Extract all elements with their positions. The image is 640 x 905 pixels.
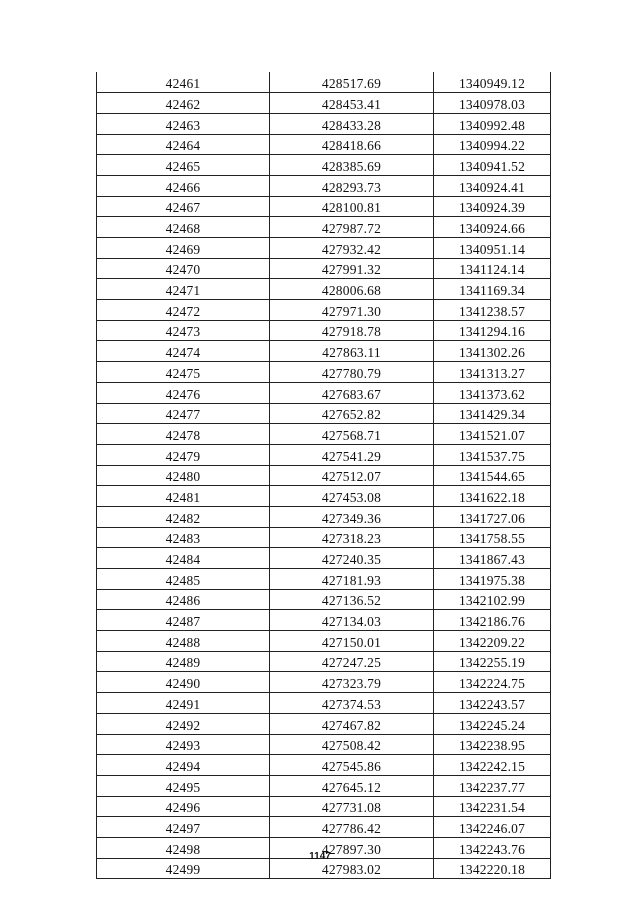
point-id-cell: 42481 xyxy=(97,486,270,507)
table-row xyxy=(97,258,551,279)
table-row xyxy=(97,72,551,93)
y-coordinate-cell: 1341537.75 xyxy=(434,444,551,465)
x-coordinate-cell: 427318.23 xyxy=(270,527,434,548)
table-row xyxy=(97,734,551,755)
table-row xyxy=(97,320,551,341)
y-coordinate-cell: 1340924.66 xyxy=(434,217,551,238)
y-coordinate-cell: 1341429.34 xyxy=(434,403,551,424)
x-coordinate-cell: 427150.01 xyxy=(270,631,434,652)
x-coordinate-cell: 427181.93 xyxy=(270,569,434,590)
y-coordinate-cell: 1341975.38 xyxy=(434,569,551,590)
x-coordinate-cell: 427683.67 xyxy=(270,382,434,403)
table-row xyxy=(97,651,551,672)
point-id-cell: 42472 xyxy=(97,300,270,321)
point-id-cell: 42467 xyxy=(97,196,270,217)
x-coordinate-cell: 427349.36 xyxy=(270,506,434,527)
y-coordinate-cell: 1342242.15 xyxy=(434,755,551,776)
table-row xyxy=(97,589,551,610)
x-coordinate-cell: 427467.82 xyxy=(270,713,434,734)
point-id-cell: 42476 xyxy=(97,382,270,403)
x-coordinate-cell: 427983.02 xyxy=(270,858,434,879)
y-coordinate-cell: 1342243.57 xyxy=(434,693,551,714)
y-coordinate-cell: 1342209.22 xyxy=(434,631,551,652)
point-id-cell: 42494 xyxy=(97,755,270,776)
y-coordinate-cell: 1342238.95 xyxy=(434,734,551,755)
x-coordinate-cell: 427897.30 xyxy=(270,837,434,858)
y-coordinate-cell: 1340992.48 xyxy=(434,113,551,134)
table-row xyxy=(97,403,551,424)
y-coordinate-cell: 1341294.16 xyxy=(434,320,551,341)
y-coordinate-cell: 1341867.43 xyxy=(434,548,551,569)
table-row xyxy=(97,300,551,321)
x-coordinate-cell: 427863.11 xyxy=(270,341,434,362)
point-id-cell: 42497 xyxy=(97,817,270,838)
point-id-cell: 42473 xyxy=(97,320,270,341)
point-id-cell: 42490 xyxy=(97,672,270,693)
x-coordinate-cell: 427918.78 xyxy=(270,320,434,341)
table-row xyxy=(97,196,551,217)
point-id-cell: 42469 xyxy=(97,238,270,259)
y-coordinate-cell: 1342245.24 xyxy=(434,713,551,734)
y-coordinate-cell: 1341124.14 xyxy=(434,258,551,279)
y-coordinate-cell: 1341521.07 xyxy=(434,424,551,445)
y-coordinate-cell: 1341758.55 xyxy=(434,527,551,548)
table-row xyxy=(97,155,551,176)
point-id-cell: 42465 xyxy=(97,155,270,176)
x-coordinate-cell: 427134.03 xyxy=(270,610,434,631)
point-id-cell: 42474 xyxy=(97,341,270,362)
y-coordinate-cell: 1342243.76 xyxy=(434,837,551,858)
y-coordinate-cell: 1342237.77 xyxy=(434,775,551,796)
y-coordinate-cell: 1341373.62 xyxy=(434,382,551,403)
table-row xyxy=(97,444,551,465)
y-coordinate-cell: 1340941.52 xyxy=(434,155,551,176)
point-id-cell: 42477 xyxy=(97,403,270,424)
y-coordinate-cell: 1342246.07 xyxy=(434,817,551,838)
x-coordinate-cell: 427453.08 xyxy=(270,486,434,507)
x-coordinate-cell: 427247.25 xyxy=(270,651,434,672)
table-row xyxy=(97,93,551,114)
point-id-cell: 42480 xyxy=(97,465,270,486)
point-id-cell: 42486 xyxy=(97,589,270,610)
table-row xyxy=(97,672,551,693)
point-id-cell: 42499 xyxy=(97,858,270,879)
table-row xyxy=(97,341,551,362)
point-id-cell: 42487 xyxy=(97,610,270,631)
table-row xyxy=(97,279,551,300)
table-row xyxy=(97,796,551,817)
table-row xyxy=(97,486,551,507)
y-coordinate-cell: 1341302.26 xyxy=(434,341,551,362)
x-coordinate-cell: 427652.82 xyxy=(270,403,434,424)
coordinate-table xyxy=(96,72,551,879)
y-coordinate-cell: 1342220.18 xyxy=(434,858,551,879)
x-coordinate-cell: 427780.79 xyxy=(270,362,434,383)
x-coordinate-cell: 428293.73 xyxy=(270,175,434,196)
x-coordinate-cell: 428517.69 xyxy=(270,72,434,93)
y-coordinate-cell: 1340951.14 xyxy=(434,238,551,259)
point-id-cell: 42498 xyxy=(97,837,270,858)
x-coordinate-cell: 427991.32 xyxy=(270,258,434,279)
x-coordinate-cell: 427987.72 xyxy=(270,217,434,238)
y-coordinate-cell: 1342224.75 xyxy=(434,672,551,693)
point-id-cell: 42470 xyxy=(97,258,270,279)
x-coordinate-cell: 428385.69 xyxy=(270,155,434,176)
x-coordinate-cell: 427508.42 xyxy=(270,734,434,755)
table-row xyxy=(97,382,551,403)
point-id-cell: 42479 xyxy=(97,444,270,465)
point-id-cell: 42478 xyxy=(97,424,270,445)
table-row xyxy=(97,610,551,631)
table-row xyxy=(97,569,551,590)
x-coordinate-cell: 427731.08 xyxy=(270,796,434,817)
point-id-cell: 42471 xyxy=(97,279,270,300)
table-row xyxy=(97,175,551,196)
y-coordinate-cell: 1340924.39 xyxy=(434,196,551,217)
x-coordinate-cell: 427374.53 xyxy=(270,693,434,714)
y-coordinate-cell: 1340994.22 xyxy=(434,134,551,155)
y-coordinate-cell: 1342255.19 xyxy=(434,651,551,672)
x-coordinate-cell: 427786.42 xyxy=(270,817,434,838)
y-coordinate-cell: 1342231.54 xyxy=(434,796,551,817)
x-coordinate-cell: 427323.79 xyxy=(270,672,434,693)
x-coordinate-cell: 427645.12 xyxy=(270,775,434,796)
table-row xyxy=(97,134,551,155)
x-coordinate-cell: 428453.41 xyxy=(270,93,434,114)
point-id-cell: 42461 xyxy=(97,72,270,93)
y-coordinate-cell: 1341622.18 xyxy=(434,486,551,507)
y-coordinate-cell: 1340924.41 xyxy=(434,175,551,196)
table-row xyxy=(97,362,551,383)
table-row xyxy=(97,238,551,259)
table-row xyxy=(97,113,551,134)
y-coordinate-cell: 1342102.99 xyxy=(434,589,551,610)
x-coordinate-cell: 428433.28 xyxy=(270,113,434,134)
point-id-cell: 42462 xyxy=(97,93,270,114)
point-id-cell: 42491 xyxy=(97,693,270,714)
point-id-cell: 42488 xyxy=(97,631,270,652)
y-coordinate-cell: 1341544.65 xyxy=(434,465,551,486)
point-id-cell: 42463 xyxy=(97,113,270,134)
x-coordinate-cell: 427512.07 xyxy=(270,465,434,486)
table-row xyxy=(97,817,551,838)
y-coordinate-cell: 1341727.06 xyxy=(434,506,551,527)
point-id-cell: 42485 xyxy=(97,569,270,590)
table-row xyxy=(97,755,551,776)
x-coordinate-cell: 427932.42 xyxy=(270,238,434,259)
table-row xyxy=(97,631,551,652)
y-coordinate-cell: 1340978.03 xyxy=(434,93,551,114)
y-coordinate-cell: 1340949.12 xyxy=(434,72,551,93)
point-id-cell: 42489 xyxy=(97,651,270,672)
x-coordinate-cell: 427541.29 xyxy=(270,444,434,465)
point-id-cell: 42483 xyxy=(97,527,270,548)
x-coordinate-cell: 428418.66 xyxy=(270,134,434,155)
x-coordinate-cell: 428100.81 xyxy=(270,196,434,217)
point-id-cell: 42496 xyxy=(97,796,270,817)
x-coordinate-cell: 427136.52 xyxy=(270,589,434,610)
table-row xyxy=(97,506,551,527)
table-row xyxy=(97,775,551,796)
x-coordinate-cell: 427545.86 xyxy=(270,755,434,776)
table-row xyxy=(97,217,551,238)
point-id-cell: 42492 xyxy=(97,713,270,734)
table-row xyxy=(97,548,551,569)
table-row xyxy=(97,527,551,548)
point-id-cell: 42484 xyxy=(97,548,270,569)
x-coordinate-cell: 427971.30 xyxy=(270,300,434,321)
x-coordinate-cell: 427240.35 xyxy=(270,548,434,569)
y-coordinate-cell: 1341169.34 xyxy=(434,279,551,300)
y-coordinate-cell: 1341313.27 xyxy=(434,362,551,383)
point-id-cell: 42475 xyxy=(97,362,270,383)
point-id-cell: 42466 xyxy=(97,175,270,196)
x-coordinate-cell: 427568.71 xyxy=(270,424,434,445)
table-row xyxy=(97,424,551,445)
y-coordinate-cell: 1342186.76 xyxy=(434,610,551,631)
point-id-cell: 42495 xyxy=(97,775,270,796)
point-id-cell: 42468 xyxy=(97,217,270,238)
x-coordinate-cell: 428006.68 xyxy=(270,279,434,300)
coordinate-table-body xyxy=(97,72,551,879)
table-row xyxy=(97,693,551,714)
y-coordinate-cell: 1341238.57 xyxy=(434,300,551,321)
point-id-cell: 42493 xyxy=(97,734,270,755)
table-row xyxy=(97,713,551,734)
table-row xyxy=(97,465,551,486)
point-id-cell: 42464 xyxy=(97,134,270,155)
point-id-cell: 42482 xyxy=(97,506,270,527)
page-number: 1147 xyxy=(309,851,331,862)
